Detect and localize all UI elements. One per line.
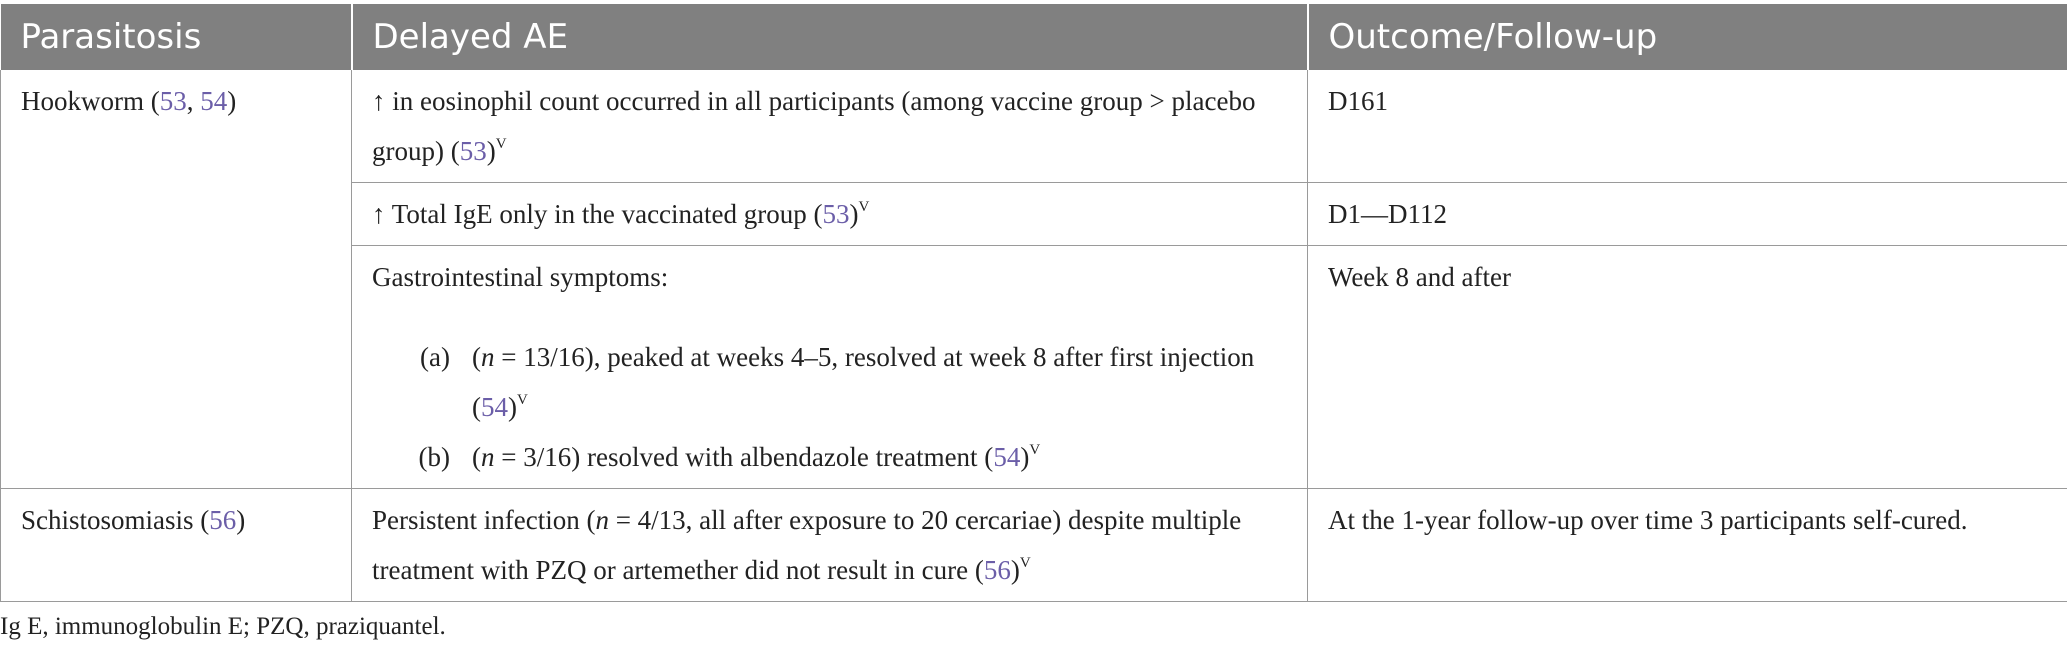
ae-text: Persistent infection ( [372, 505, 596, 535]
parasitosis-cell-schistosomiasis [1, 489, 352, 602]
header-outcome: Outcome/Follow-up [1308, 4, 2067, 70]
item-label: (b) [418, 442, 450, 472]
item-body: = 13/16), peaked at weeks 4–5, resolved at week 8 after first injection ( [472, 342, 1255, 422]
ae-text: ↑ Total IgE only in the vaccinated group ( [372, 199, 823, 229]
reference-link[interactable]: 54 [481, 392, 508, 422]
delayed-ae-cell [352, 246, 1308, 489]
n-symbol: n [595, 505, 609, 535]
delayed-ae-cell [352, 183, 1308, 246]
item-label: (a) [420, 342, 450, 372]
reference-link[interactable]: 56 [983, 555, 1011, 585]
outcome-cell: Week 8 and after [1308, 246, 2067, 489]
close-paren: ) [508, 392, 517, 422]
parasitosis-name: Hookworm ( [21, 86, 160, 116]
outcome-cell: D161 [1308, 70, 2067, 183]
close-paren: ) [236, 505, 246, 535]
table-header-row [1, 4, 2067, 70]
reference-link[interactable]: 53 [459, 136, 487, 166]
list-item [372, 432, 1287, 482]
reference-link[interactable]: 53 [159, 86, 187, 116]
outcome-cell: D1—D112 [1308, 183, 2067, 246]
parasitosis-name: Schistosomiasis ( [21, 505, 210, 535]
adverse-events-table-wrapper [0, 4, 2067, 602]
ae-title: Gastrointestinal symptoms: [372, 262, 669, 292]
table-row [1, 70, 2067, 183]
outcome-cell: At the 1-year follow-up over time 3 participants self-cured. [1308, 489, 2067, 602]
list-item [372, 332, 1287, 432]
table-footnote: Ig E, immunoglobulin E; PZQ, praziquantel. [0, 613, 446, 640]
ae-text: = 4/13, all after exposure to 20 cercariae) despite multiple treatment with PZQ or artemether did not result in cure ( [372, 505, 1242, 585]
open-paren: ( [472, 442, 481, 472]
spacer [372, 302, 1287, 332]
ae-text: ↑ in eosinophil count occurred in all participants (among vaccine group > placebo group) ( [372, 86, 1256, 166]
close-paren: ) [486, 136, 496, 166]
delayed-ae-cell [352, 70, 1308, 183]
open-paren: ( [472, 342, 481, 372]
parasitosis-cell-hookworm [1, 70, 352, 489]
reference-link[interactable]: 53 [822, 199, 850, 229]
close-paren: ) [849, 199, 859, 229]
close-paren: ) [1020, 442, 1030, 472]
n-symbol: n [481, 342, 495, 372]
delayed-ae-cell [352, 489, 1308, 602]
reference-link[interactable]: 54 [200, 86, 228, 116]
item-text [472, 332, 1287, 432]
item-text [472, 432, 1287, 482]
header-delayed-ae: Delayed AE [352, 4, 1308, 70]
superscript-v: V [858, 199, 870, 215]
header-parasitosis: Parasitosis [1, 4, 352, 70]
close-paren: ) [1010, 555, 1020, 585]
close-paren: ) [227, 86, 237, 116]
separator: , [186, 86, 201, 116]
reference-link[interactable]: 56 [209, 505, 237, 535]
adverse-events-table [0, 4, 2067, 602]
superscript-v: V [495, 136, 507, 152]
reference-link[interactable]: 54 [993, 442, 1021, 472]
superscript-v: V [1029, 442, 1041, 458]
superscript-v: V [1019, 555, 1031, 571]
superscript-v: V [517, 392, 528, 408]
table-row [1, 489, 2067, 602]
item-body: = 3/16) resolved with albendazole treatment ( [494, 442, 994, 472]
n-symbol: n [481, 442, 495, 472]
